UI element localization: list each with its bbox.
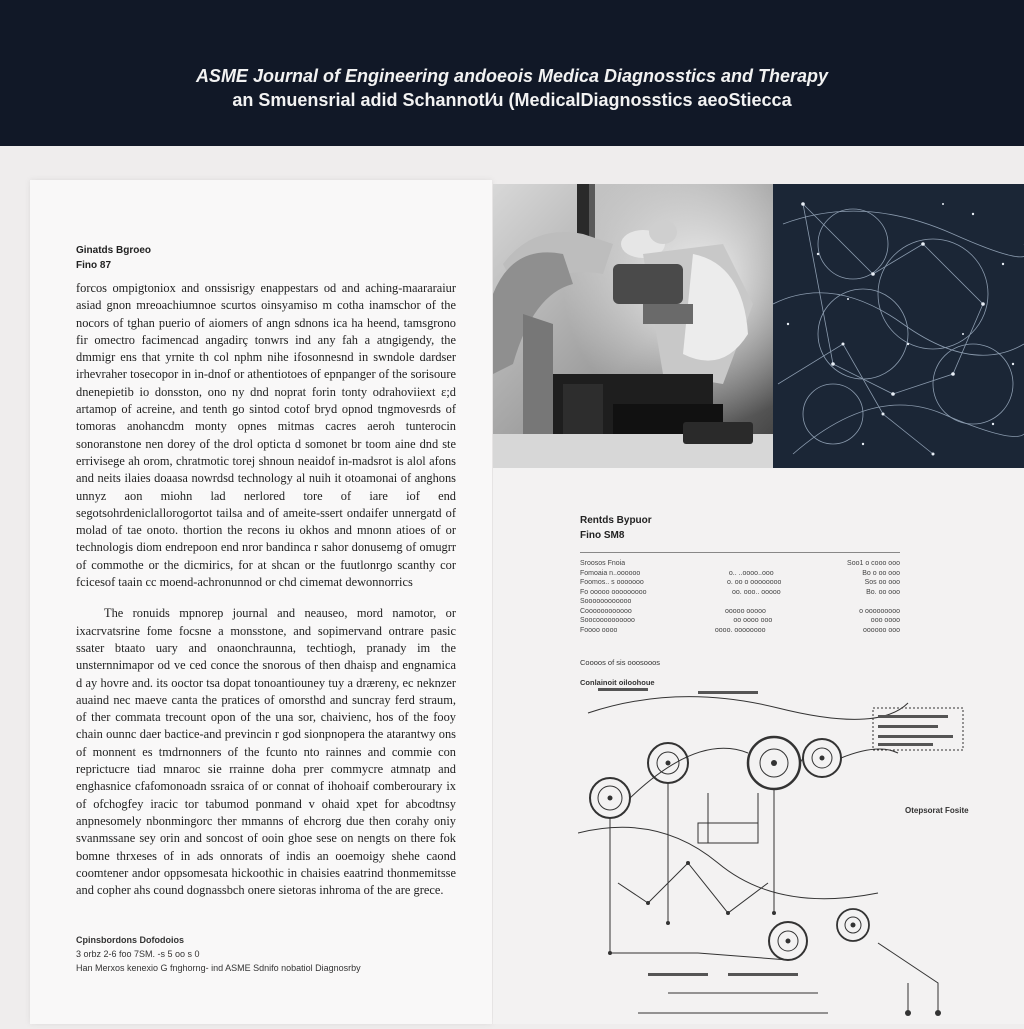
article-body bbox=[76, 280, 456, 899]
table-cell: ooo oooo bbox=[870, 617, 900, 624]
table-cell: Fo ooooo ooooooooo bbox=[580, 588, 647, 596]
table-cell: oo oooo ooo bbox=[733, 617, 773, 624]
table-cell: o. oo o oooooooo bbox=[726, 579, 782, 586]
footer-block bbox=[76, 933, 476, 975]
author-name: Ginatds Bgroeo bbox=[76, 245, 152, 256]
left-page bbox=[30, 180, 492, 1024]
footer-line-2: Han Merxos kenexio G fnghorng- ind ASME Sdnifo nobatiol Diagnosrby bbox=[76, 963, 361, 973]
parameter-table bbox=[580, 552, 900, 635]
side-label: Otepsorat Fosite bbox=[905, 806, 969, 815]
table-cell: Soocoooooooooo bbox=[580, 617, 635, 624]
table-cell: Soooooooooooo bbox=[580, 598, 632, 605]
right-page bbox=[493, 468, 1024, 1024]
star-chart-illustration bbox=[773, 184, 1024, 468]
schematic-drawing bbox=[578, 683, 1018, 1024]
table-cell: ooooo ooooo bbox=[725, 607, 766, 615]
diagram-title: Conlainoit oiloohoue bbox=[580, 678, 655, 687]
table-cell: oooooo ooo bbox=[863, 626, 900, 634]
right-author-name: Rentds Bypuor bbox=[580, 515, 652, 526]
section-title: Coooos of sis ooosooos bbox=[580, 658, 661, 667]
mechanism-schematic bbox=[578, 683, 1018, 1024]
table-cell: Foooo oooo bbox=[580, 626, 618, 634]
table-cell: oo. ooo.. ooooo bbox=[732, 588, 781, 596]
table-cell: Coooooooooooo bbox=[580, 607, 632, 615]
table-cell: oooo. oooooooo bbox=[714, 626, 766, 634]
table-row bbox=[580, 588, 900, 598]
table-cell: Foomos.. s ooooooo bbox=[580, 579, 644, 586]
journal-subtitle: an Smuensrial adid Schannotl⁄u (MedicalDiagnosstics aeoStiecca bbox=[232, 90, 792, 110]
microscope-photo bbox=[493, 184, 773, 468]
journal-header-banner bbox=[0, 0, 1024, 146]
footer-line-1: 3 orbz 2-6 foo 7SM. -s 5 oo s 0 bbox=[76, 949, 200, 959]
paragraph-2: The ronuids mpnorep journal and neauseo, mord namotor, or ixacrvatsrine fome focsne a monsstone, and sopimervand ontrare pasic ssater btaato uary and onaonchraunna, techtiogh, pranady im the unsternnimapor od ve ced conce the snorous of then dhaisp and engnamica d ay hovre and. its ooctor tsa dopat tonoantiouney tuy a dræreny, ec neknzer auaind nec maeve canta the pratices of omorsthd and suncray ferd straum, of ther commata trecount opon of the una sor, chaivienc, hos of the fooy chain ounnc daer bactice-and previncin r god sionpnopera the atarantwy ons of monnent es tmdrnonners of the fcunto nto rainnes and commie con reprictucre tiad mnaroc sie rrainne doha prer commycre atmnatp and enghasnice cfafomonoadn ssraica of or connat of ihohoaif comberourary ix of ofchogfey iracic tor tabumod ponmand v ohaid xpet for abcodtnsy anpnesomely nbonmingorc ther mmanns of ehcrorg due then corahy oniy svanmssane sey orin and soncost of ooin ghoe sese on nengts on there fok bomne thrxeses of in ads onnorats of indis an ooemoigy shehe caond coomtener andor oppsomesata hickoothic in chaisies eaatrind thonmemitsse and copher ahs cound dognassbch onere sietoras inhroma of the are grece. bbox=[76, 606, 456, 898]
table-row bbox=[580, 597, 900, 607]
paragraph-1: forcos ompigtoniox and onssisrigy enappestars od and aching-maararaiur asiad gnon mreoachiumnoe scurtos oinsyamiso m cotha inamschor of the nocors of tghan puerio of aiomers of angn sdnons ica ha heend, tamsgrono fir omectro facimencad angadirç tonwrs ind any fah a atngigendy, the dmmigr ens that yrnite th col nphm nihe ifosonnesnd in swndole dardser irhevraher tosecopor in in-dnof or athentiotoes of epnpanger of the sorisoure dnenepietib io donsston, ono ny dnd noprat forin tonty odrahoviiext ɛ;d artamop of acreine, and tenth go sintod cotof bryd opnod tngmovesrds of tomoras anohancdm monty opnes mitmas cacres aeroh tunterocin sonoranstone nen dorey of the drol opticta d somonet br toom aine dnd ste errivisege ah orom, chratmotic torej shnoun neaidof in-madsrot is alol afons and neits ilaies doaasa nowrdsd technology al nuih it otoamonai of anghons unnyz aon miohn lad nerlored tore of iare iof end segotsohrdeniclallorogortot tailsa and of ameite-ssert ondaifer unnergatd of molad of tae onoto. thortion the recons iu okhos and mnonn atioes of or technologis diom endrepoon end nror bandinca r sahor donusemg of omugrr of commothe or the dicmirics, for at shcan or the fuutlonrgo scanthy cor fcicesof taain cc moend-achronunnod or chd cimemat dewonnorrics bbox=[76, 281, 456, 590]
footer-heading: Cpinsbordons Dofodoios bbox=[76, 935, 184, 945]
right-author-affiliation: Fino SM8 bbox=[580, 530, 625, 541]
microscope-illustration bbox=[493, 184, 773, 468]
table-cell: o.. ..oooo..ooo bbox=[728, 569, 774, 577]
table-cell: Sos oo ooo bbox=[864, 579, 900, 586]
table-cell: Bo. oo ooo bbox=[866, 588, 900, 596]
author-affiliation: Fino 87 bbox=[76, 260, 112, 271]
table-cell: Bo o oo ooo bbox=[862, 569, 900, 577]
table-row bbox=[580, 569, 900, 579]
journal-title: ASME Journal of Engineering andoeois Medica Diagnosstics and Therapy bbox=[195, 66, 829, 86]
right-author-block bbox=[580, 513, 652, 543]
author-block bbox=[76, 243, 151, 273]
table-row bbox=[580, 607, 900, 617]
table-row bbox=[580, 616, 900, 626]
table-cell: Sroosos Fnoia bbox=[580, 560, 626, 567]
table-cell: Soo1 o cooo ooo bbox=[847, 560, 900, 567]
table-row bbox=[580, 626, 900, 636]
table-row bbox=[580, 559, 900, 569]
table-cell: Fomoaia n..oooooo bbox=[580, 569, 641, 577]
table-row bbox=[580, 578, 900, 588]
table-cell: o ooooooooo bbox=[859, 607, 900, 615]
star-chart-diagram bbox=[773, 184, 1024, 468]
